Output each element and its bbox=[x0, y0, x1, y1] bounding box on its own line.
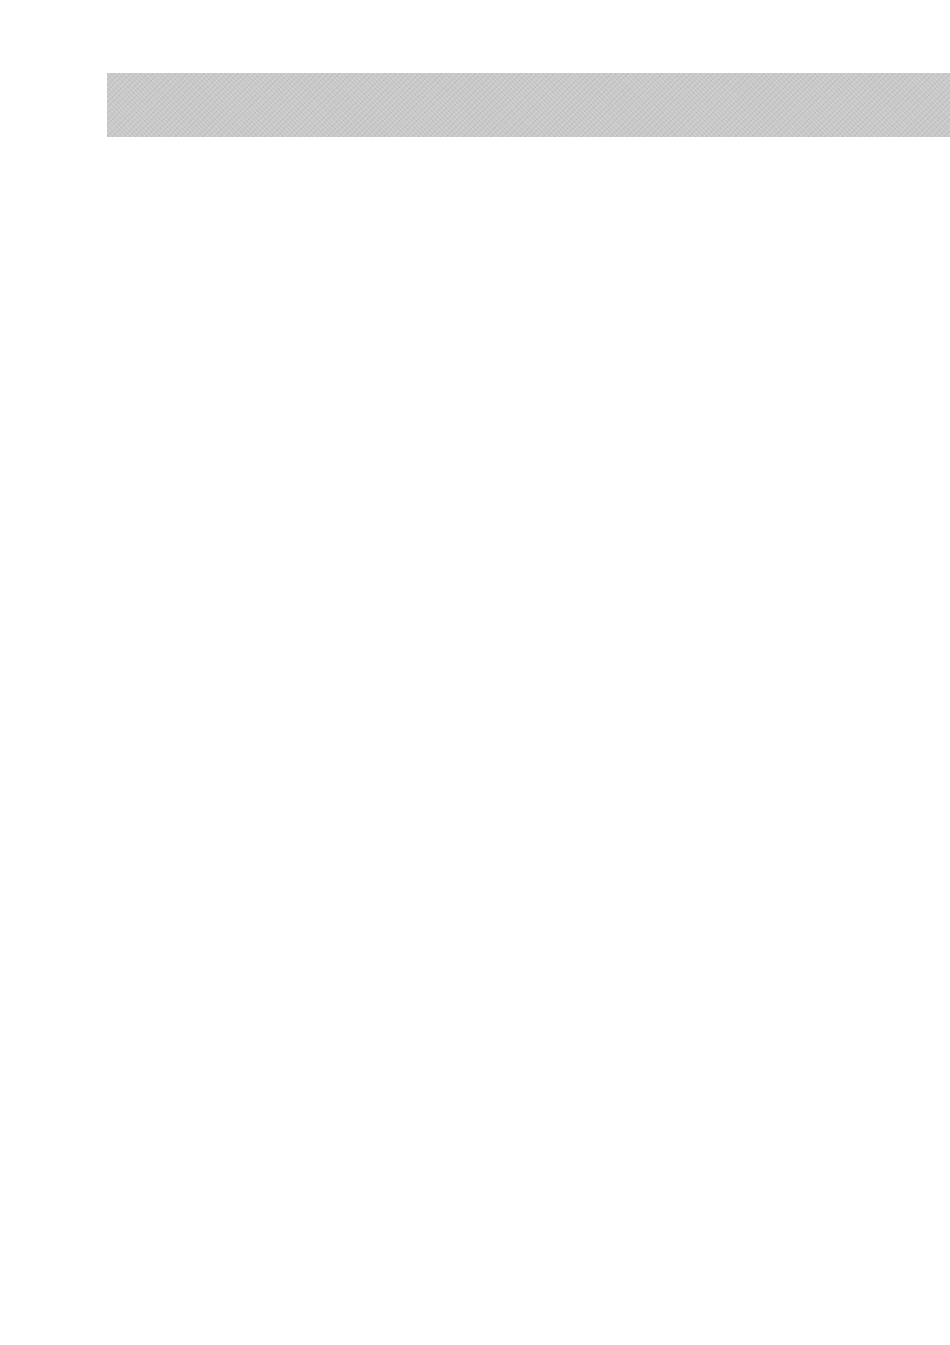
header-banner bbox=[107, 73, 950, 137]
